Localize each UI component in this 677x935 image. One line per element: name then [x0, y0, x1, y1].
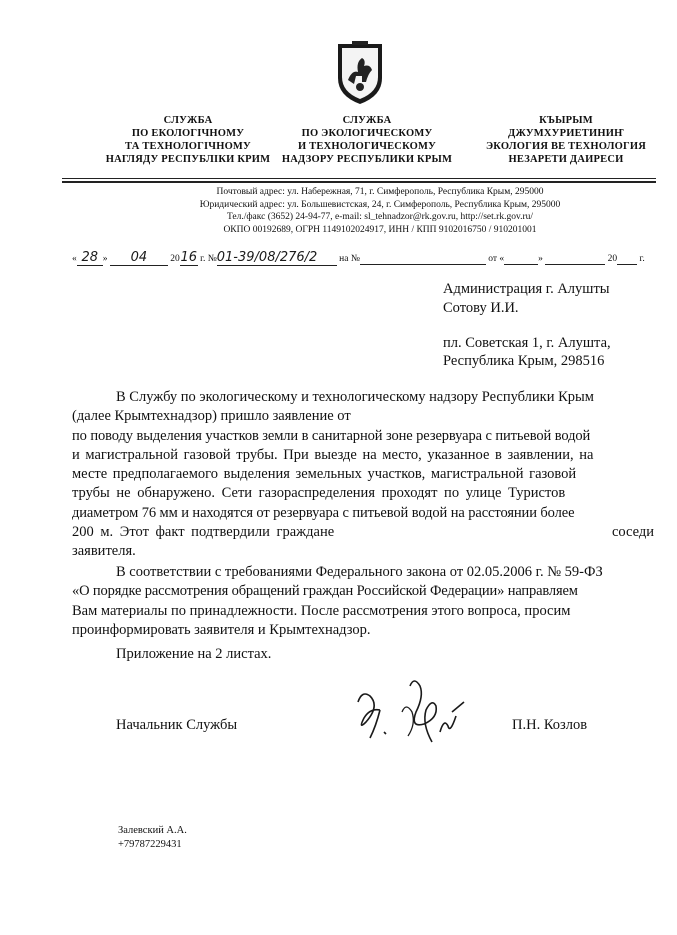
- header-center-line: СЛУЖБА: [342, 115, 392, 126]
- header-right-line: ДЖУМХУРИЕТИНИҤ: [508, 128, 624, 139]
- header-center-block: [267, 114, 467, 166]
- header-divider: [62, 181, 656, 183]
- executor-phone: +79787229431: [118, 839, 182, 850]
- header-right-line: КЪЫРЫМ: [539, 115, 593, 126]
- contacts-block: [100, 186, 660, 236]
- body-line: В Службу по экологическому и технологическому надзору Республики Крым: [116, 389, 594, 405]
- addressee-region: Республика Крым, 298516: [443, 353, 605, 369]
- header-left-line: СЛУЖБА: [163, 115, 213, 126]
- header-left-block: [88, 114, 288, 166]
- contact-line: ОКПО 00192689, ОГРН 1149102024917, ИНН / КПП 9102016750 / 910201001: [223, 224, 537, 235]
- header-center-line: И ТЕХНОЛОГИЧЕСКОМУ: [297, 141, 437, 152]
- header-divider: [62, 178, 656, 179]
- header-right-line: ЭКОЛОГИЯ ВЕ ТЕХНОЛОГИЯ: [485, 141, 647, 152]
- executor-name: Залевский А.А.: [118, 825, 187, 836]
- contact-line: Почтовый адрес: ул. Набережная, 71, г. Симферополь, Республика Крым, 295000: [216, 187, 544, 197]
- handwritten-signature: [340, 672, 490, 762]
- header-left-line: ТА ТЕХНОЛОГІЧНОМУ: [125, 141, 251, 152]
- attachment-note: Приложение на 2 листах.: [116, 646, 272, 662]
- contact-line: Тел./факс (3652) 24-94-77, e-mail: sl_tehnadzor@rk.gov.ru, http://set.rk.gov.ru/: [226, 212, 534, 222]
- body-line: проинформировать заявителя и Крымтехнадзор.: [72, 621, 371, 638]
- body-line: месте предполагаемого выделения земельных участков, магистральной газовой: [72, 466, 577, 483]
- header-center-line: НАДЗОРУ РЕСПУБЛИКИ КРЫМ: [281, 154, 453, 165]
- body-line: трубы не обнаружено. Сети газораспределения проходят по улице Туристов: [72, 485, 566, 502]
- signer-title: Начальник Службы: [116, 717, 238, 733]
- reg-year: 16: [180, 250, 198, 265]
- crimea-coat-of-arms-icon: [332, 40, 388, 106]
- addressee-person: Сотову И.И.: [443, 300, 519, 316]
- body-line: (далее Крымтехнадзор) пришло заявление от: [72, 408, 351, 425]
- body-paragraph-2: [72, 563, 656, 640]
- body-line: 200 м. Этот факт подтвердили граждане соседи: [72, 524, 655, 541]
- addressee-org: Администрация г. Алушты: [443, 281, 610, 297]
- body-line: В соответствии с требованиями Федерального закона от 02.05.2006 г. № 59-ФЗ: [116, 564, 603, 580]
- reg-number: 01-39/08/276/2: [216, 250, 318, 265]
- header-right-line: НЕЗАРЕТИ ДАИРЕСИ: [508, 154, 624, 165]
- body-line: заявителя.: [72, 543, 136, 560]
- contact-line: Юридический адрес: ул. Большевистская, 24, г. Симферополь, Республика Крым, 295000: [199, 199, 561, 210]
- header-left-line: НАГЛЯДУ РЕСПУБЛІКИ КРИМ: [105, 154, 271, 165]
- reg-day: 28: [81, 250, 99, 265]
- body-line: и магистральной газовой трубы. При выезде на место, указанное в заявлении, на: [72, 446, 594, 463]
- body-line: диаметром 76 мм и находятся от резервуара с питьевой водой на расстоянии более: [72, 504, 575, 521]
- header-center-line: ПО ЭКОЛОГИЧЕСКОМУ: [301, 128, 433, 139]
- addressee-street: пл. Советская 1, г. Алушта,: [443, 335, 611, 351]
- body-line: Вам материалы по принадлежности. После рассмотрения этого вопроса, просим: [72, 602, 571, 619]
- body-line: по поводу выделения участков земли в санитарной зоне резервуара с питьевой водой: [72, 427, 591, 444]
- header-left-line: ПО ЕКОЛОГІЧНОМУ: [131, 128, 245, 139]
- reg-month: 04: [130, 250, 148, 265]
- body-paragraph-1: [72, 388, 656, 562]
- signer-name: П.Н. Козлов: [512, 717, 588, 733]
- body-line: «О порядке рассмотрения обращений граждан Российской Федерации» направляем: [72, 583, 578, 600]
- registration-line: « 28 » 04 2016 г. №01-39/08/276/2 на № от « » 20 г.: [72, 250, 645, 265]
- header-right-block: [466, 114, 666, 166]
